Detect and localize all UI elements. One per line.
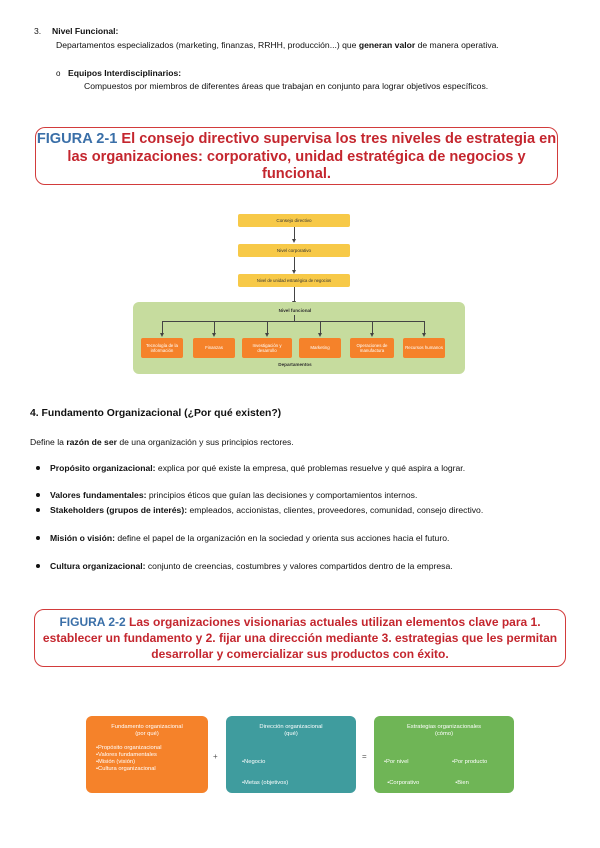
list-item: •Negocio	[242, 759, 266, 765]
list-item: •Metas (objetivos)	[242, 780, 289, 786]
panel-footer: Departamentos	[278, 362, 312, 367]
para-text: Departamentos especializados (marketing, finanzas, RRHH, producción...) que	[56, 40, 359, 50]
list-item: •Por producto	[452, 759, 488, 765]
arrow-icon	[422, 333, 426, 337]
list-item: •De corto plazo	[242, 822, 285, 828]
list-item: •Servicio	[452, 801, 478, 807]
dept-box-ti: Tecnología de la información	[141, 338, 183, 358]
dept-box-finanzas: Finanzas	[193, 338, 235, 358]
box-direccion	[226, 716, 356, 828]
branch-line	[162, 321, 424, 322]
dept-box-rrhh: Recursos humanos	[403, 338, 445, 358]
intro-text-end: de una organización y sus principios rectores.	[116, 437, 294, 447]
list-item: •Idea	[452, 822, 469, 828]
dept-box-id: Investigación y desarrollo	[242, 338, 292, 358]
list-item: •Propósito organizacional	[96, 745, 162, 751]
figure-2-2-caption	[34, 609, 566, 667]
list-item: •Valores fundamentales	[96, 752, 157, 758]
box-fundamento	[86, 716, 208, 793]
para-bold: generan valor	[358, 40, 416, 50]
box-title: Estrategias organizacionales	[406, 724, 482, 730]
bullet-term: Cultura organizacional:	[50, 561, 146, 571]
list-item: •De largo plazo	[242, 801, 285, 807]
dept-box-marketing: Marketing	[299, 338, 341, 358]
bullet-term: Misión o visión:	[50, 533, 115, 543]
figure-2-1-caption	[35, 127, 558, 185]
arrow-icon	[160, 333, 164, 337]
arrow-icon	[370, 333, 374, 337]
bullet-dot	[36, 536, 40, 540]
list-item: •Por nivel	[384, 759, 409, 765]
equals-sign: =	[362, 752, 367, 761]
sub-heading: Equipos Interdisciplinarios:	[68, 68, 182, 78]
intro-bold: razón de ser	[66, 437, 117, 447]
box-nivel-uen: Nivel de unidad estratégica de negocios	[238, 274, 350, 287]
list-item: •Bien	[452, 780, 469, 786]
bullet-term: Propósito organizacional:	[50, 463, 156, 473]
section-3-heading: Nivel Funcional:	[52, 26, 119, 36]
strategy-diagram	[86, 716, 516, 828]
figure-number: FIGURA 2-2	[59, 615, 126, 629]
bullet-term: Stakeholders (grupos de interés):	[50, 505, 188, 515]
list-item: •Cultura organizacional	[96, 766, 156, 772]
bullet-dot	[36, 508, 40, 512]
bullet-term: Valores fundamentales:	[50, 490, 147, 500]
box-subtitle: (qué)	[284, 731, 298, 737]
arrow-icon	[318, 333, 322, 337]
bullet-text: define el papel de la organización en la sociedad y orienta sus acciones hacia el futuro.	[114, 533, 450, 543]
list-item: •Corporativo	[384, 780, 420, 786]
section-4-title: 4. Fundamento Organizacional (¿Por qué existen?)	[30, 408, 282, 419]
arrow-icon	[292, 239, 296, 243]
sub-paragraph: Compuestos por miembros de diferentes áreas que trabajan en conjunto para lograr objetivos específicos.	[84, 81, 489, 91]
box-subtitle: (por qué)	[135, 731, 159, 737]
arrow-icon	[212, 333, 216, 337]
plus-sign: +	[213, 752, 218, 761]
bullet-dot	[36, 466, 40, 470]
dept-box-operaciones: Operaciones de manufactura	[350, 338, 394, 358]
para-text-end: de manera operativa.	[415, 40, 499, 50]
bullet-dot	[36, 493, 40, 497]
section-4-intro	[30, 437, 294, 447]
panel-title: Nivel funcional	[278, 308, 312, 313]
bullet-dot	[36, 564, 40, 568]
figure-text: El consejo directivo supervisa los tres niveles de estrategia en las organizaciones: corporativo, unidad estratégica de negocios y funcional.	[67, 131, 557, 182]
figure-number: FIGURA 2-1	[36, 131, 118, 147]
box-title: Fundamento organizacional	[111, 724, 183, 730]
bullet-text: explica por qué existe la empresa, qué problemas resuelve y qué aspira a lograr.	[155, 463, 466, 473]
list-item: •Misión (visión)	[96, 759, 136, 765]
list-item: •UEN	[384, 801, 402, 807]
figure-text: Las organizaciones visionarias actuales utilizan elementos clave para 1. establecer un fundamento y 2. fijar una dirección mediante 3. estrategias que les permitan desarrollar y comercializar sus productos con éxito.	[42, 615, 558, 661]
bullet-text: principios éticos que guían las decisiones y comportamientos internos.	[146, 490, 418, 500]
box-estrategias	[374, 716, 514, 828]
list-item: •Funcional	[384, 822, 415, 828]
sub-bullet-marker: o	[56, 69, 61, 78]
box-title: Dirección organizacional	[259, 724, 323, 730]
bullet-text: empleados, accionistas, clientes, proveedores, comunidad, consejo directivo.	[187, 505, 484, 515]
bullet-text: conjunto de creencias, costumbres y valores compartidos dentro de la empresa.	[145, 561, 453, 571]
arrow-icon	[265, 333, 269, 337]
section-3-paragraph	[56, 40, 576, 51]
intro-text: Define la	[30, 437, 67, 447]
box-nivel-corporativo: Nivel corporativo	[238, 244, 350, 257]
section-3-number: 3.	[34, 26, 42, 36]
box-subtitle: (cómo)	[434, 731, 454, 737]
box-consejo-directivo: Consejo directivo	[238, 214, 350, 227]
org-diagram	[128, 208, 470, 378]
